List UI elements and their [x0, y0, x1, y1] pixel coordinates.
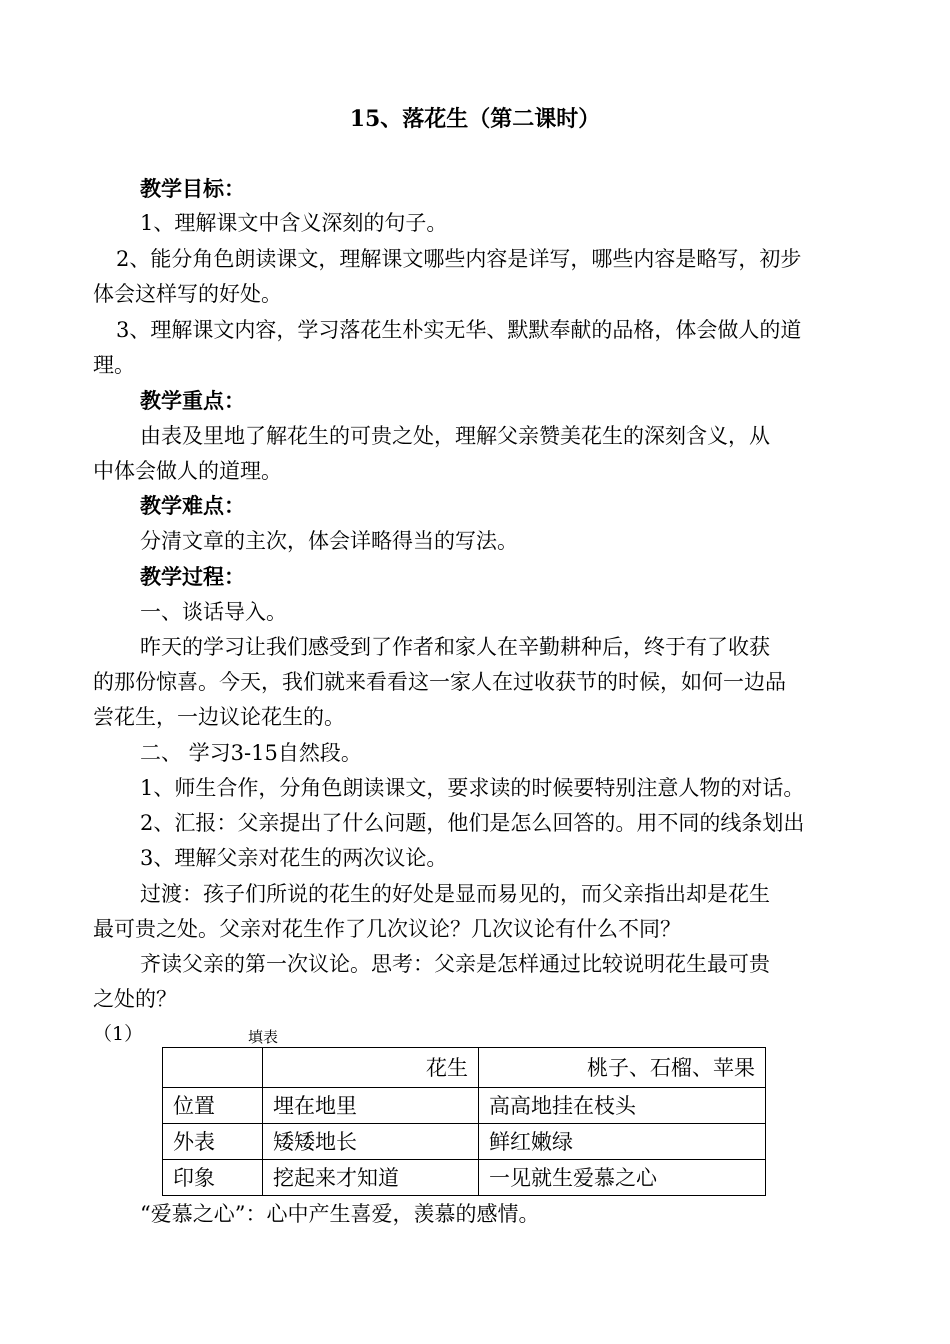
table-header-cell [163, 1048, 263, 1088]
table-header-cell: 桃子、石榴、苹果 [479, 1048, 766, 1088]
table-cell: 鲜红嫩绿 [479, 1124, 766, 1160]
objective-2-line-2: 体会这样写的好处。 [93, 282, 282, 306]
table-caption: 填表 [248, 1028, 279, 1046]
table-header-cell: 花生 [263, 1048, 479, 1088]
comparison-table [162, 1047, 766, 1196]
process-step-1: 一、谈话导入。 [140, 600, 287, 624]
table-cell: 高高地挂在枝头 [479, 1088, 766, 1124]
process-heading: 教学过程： [140, 564, 245, 589]
intro-line-1: 昨天的学习让我们感受到了作者和家人在辛勤耕种后，终于有了收获 [140, 635, 770, 659]
sub-step-2: 2、汇报：父亲提出了什么问题，他们是怎么回答的。用不同的线条划出 [140, 811, 805, 835]
objective-3-line-1: 3、理解课文内容，学习落花生朴实无华、默默奉献的品格，体会做人的道 [116, 318, 802, 342]
process-step-2: 二、 学习3-15自然段。 [140, 741, 362, 765]
sub-step-1: 1、师生合作，分角色朗读课文，要求读的时候要特别注意人物的对话。 [140, 776, 805, 800]
read-line-2: 之处的？ [93, 987, 177, 1011]
table-header-row [163, 1048, 766, 1088]
table-row [163, 1088, 766, 1124]
objectives-heading: 教学目标： [140, 176, 245, 201]
table-cell: 一见就生爱慕之心 [479, 1160, 766, 1196]
objective-1: 1、理解课文中含义深刻的句子。 [140, 211, 448, 235]
read-line-1: 齐读父亲的第一次议论。思考：父亲是怎样通过比较说明花生最可贵 [140, 952, 770, 976]
page-title: 15、落花生（第二课时） [349, 106, 601, 132]
objective-2-line-1: 2、能分角色朗读课文，理解课文哪些内容是详写，哪些内容是略写，初步 [116, 247, 802, 271]
transition-line-1: 过渡：孩子们所说的花生的好处是显而易见的，而父亲指出却是花生 [140, 882, 770, 906]
table-cell: 印象 [163, 1160, 263, 1196]
table-cell: 埋在地里 [263, 1088, 479, 1124]
difficulties-heading: 教学难点： [140, 493, 245, 518]
keypoints-line-2: 中体会做人的道理。 [93, 459, 282, 483]
intro-line-3: 尝花生，一边议论花生的。 [93, 705, 345, 729]
transition-line-2: 最可贵之处。父亲对花生作了几次议论？几次议论有什么不同？ [93, 917, 681, 941]
table-cell: 挖起来才知道 [263, 1160, 479, 1196]
table-cell: 外表 [163, 1124, 263, 1160]
sub-step-3: 3、理解父亲对花生的两次议论。 [140, 846, 448, 870]
objective-3-line-2: 理。 [93, 353, 135, 377]
table-cell: 位置 [163, 1088, 263, 1124]
part-label: （1） [93, 1023, 144, 1045]
intro-line-2: 的那份惊喜。今天，我们就来看看这一家人在过收获节的时候，如何一边品 [93, 670, 786, 694]
keypoints-line-1: 由表及里地了解花生的可贵之处，理解父亲赞美花生的深刻含义，从 [140, 424, 770, 448]
note-line: “爱慕之心”：心中产生喜爱，羡慕的感情。 [140, 1202, 540, 1226]
table-row [163, 1124, 766, 1160]
table-row [163, 1160, 766, 1196]
difficulties-line-1: 分清文章的主次，体会详略得当的写法。 [140, 529, 518, 553]
table-cell: 矮矮地长 [263, 1124, 479, 1160]
keypoints-heading: 教学重点： [140, 388, 245, 413]
